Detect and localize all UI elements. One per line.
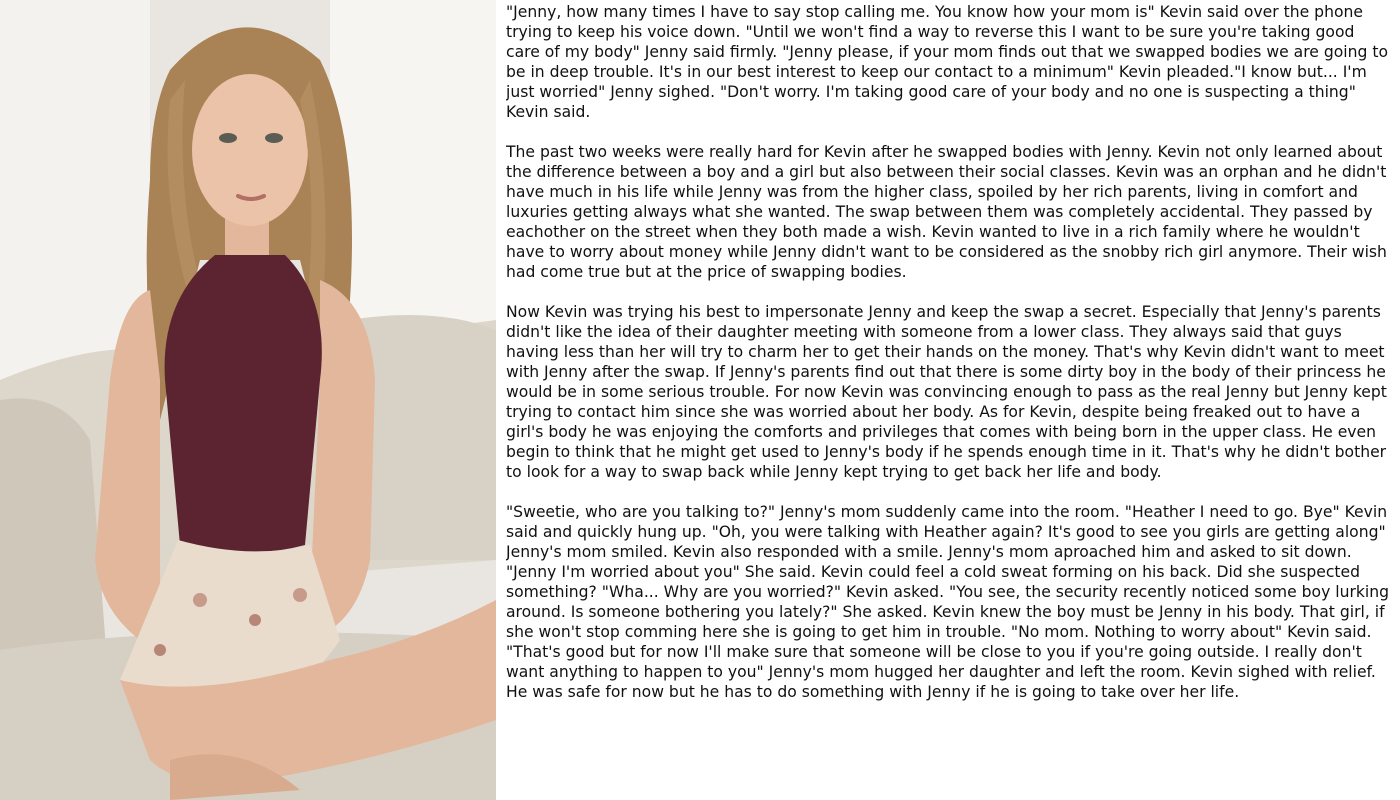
story-paragraph: The past two weeks were really hard for Kevin after he swapped bodies with Jenny. Kevin not only learned about the difference between a boy and a girl but also between their social classes. Kevin was an orphan and he didn't have much in his life while Jenny was from the higher class, spoiled by her rich parents, living in comfort and luxuries getting always what she wanted. The swap between them was completely accidental. They passed by eachother on the street when they both made a wish. Kevin wanted to live in a rich family where he wouldn't have to worry about money while Jenny didn't want to be considered as the snobby rich girl anymore. Their wish had come true but at the price of swapping bodies. — [506, 143, 1387, 281]
tank-top — [165, 255, 322, 553]
right-eye — [265, 133, 283, 143]
flower-print — [249, 614, 261, 626]
story-text — [506, 2, 1392, 798]
story-paragraph: "Jenny, how many times I have to say stop calling me. You know how your mom is" Kevin said over the phone trying to keep his voice down. "Until we won't find a way to reverse this I want to be sure you're taking good care of my body" Jenny said firmly. "Jenny please, if your mom finds out that we swapped bodies we are going to be in deep trouble. It's in our best interest to keep our contact to a minimum" Kevin pleaded."I know but... I'm just worried" Jenny sighed. "Don't worry. I'm taking good care of your body and no one is suspecting a thing" Kevin said. — [506, 3, 1388, 121]
story-paragraph: "Sweetie, who are you talking to?" Jenny's mom suddenly came into the room. "Heather I need to go. Bye" Kevin said and quickly hung up. "Oh, you were talking with Heather again? It's good to see you girls are getting along" Jenny's mom smiled. Kevin also responded with a smile. Jenny's mom aproached him and asked to sit down. "Jenny I'm worried about you" She said. Kevin could feel a cold sweat forming on his back. Did she suspected something? "Wha... Why are you worried?" Kevin asked. "You see, the security recently noticed some boy lurking around. Is someone bothering you lately?" She asked. Kevin knew the boy must be Jenny in his body. That girl, if she won't stop comming here she is going to get him in trouble. "No mom. Nothing to worry about" Kevin said. "That's good but for now I'll make sure that someone will be close to you if you're going outside. I really don't want anything to happen to you" Jenny's mom hugged her daughter and left the room. Kevin sighed with relief. He was safe for now but he has to do something with Jenny if he is going to take over her life. — [506, 503, 1390, 701]
photo-illustration — [0, 0, 496, 800]
left-eye — [219, 133, 237, 143]
flower-print — [293, 588, 307, 602]
flower-print — [193, 593, 207, 607]
story-paragraph: Now Kevin was trying his best to impersonate Jenny and keep the swap a secret. Especially that Jenny's parents didn't like the idea of their daughter meeting with someone from a lower class. They always said that guys having less than her will try to charm her to get their hands on the money. That's why Kevin didn't want to meet with Jenny after the swap. If Jenny's parents find out that there is some dirty boy in the body of their princess he would be in some serious trouble. For now Kevin was convincing enough to pass as the real Jenny but Jenny kept trying to contact him since she was worried about her body. As for Kevin, despite being freaked out to have a girl's body he was enjoying the comforts and privileges that comes with being born in the upper class. He even begin to think that he might get used to Jenny's body if he spends enough time in it. That's why he didn't bother to look for a way to swap back while Jenny kept trying to get back her life and body. — [506, 303, 1387, 481]
face — [192, 74, 308, 226]
window-light-right — [330, 0, 496, 330]
photo — [0, 0, 496, 800]
flower-print — [154, 644, 166, 656]
